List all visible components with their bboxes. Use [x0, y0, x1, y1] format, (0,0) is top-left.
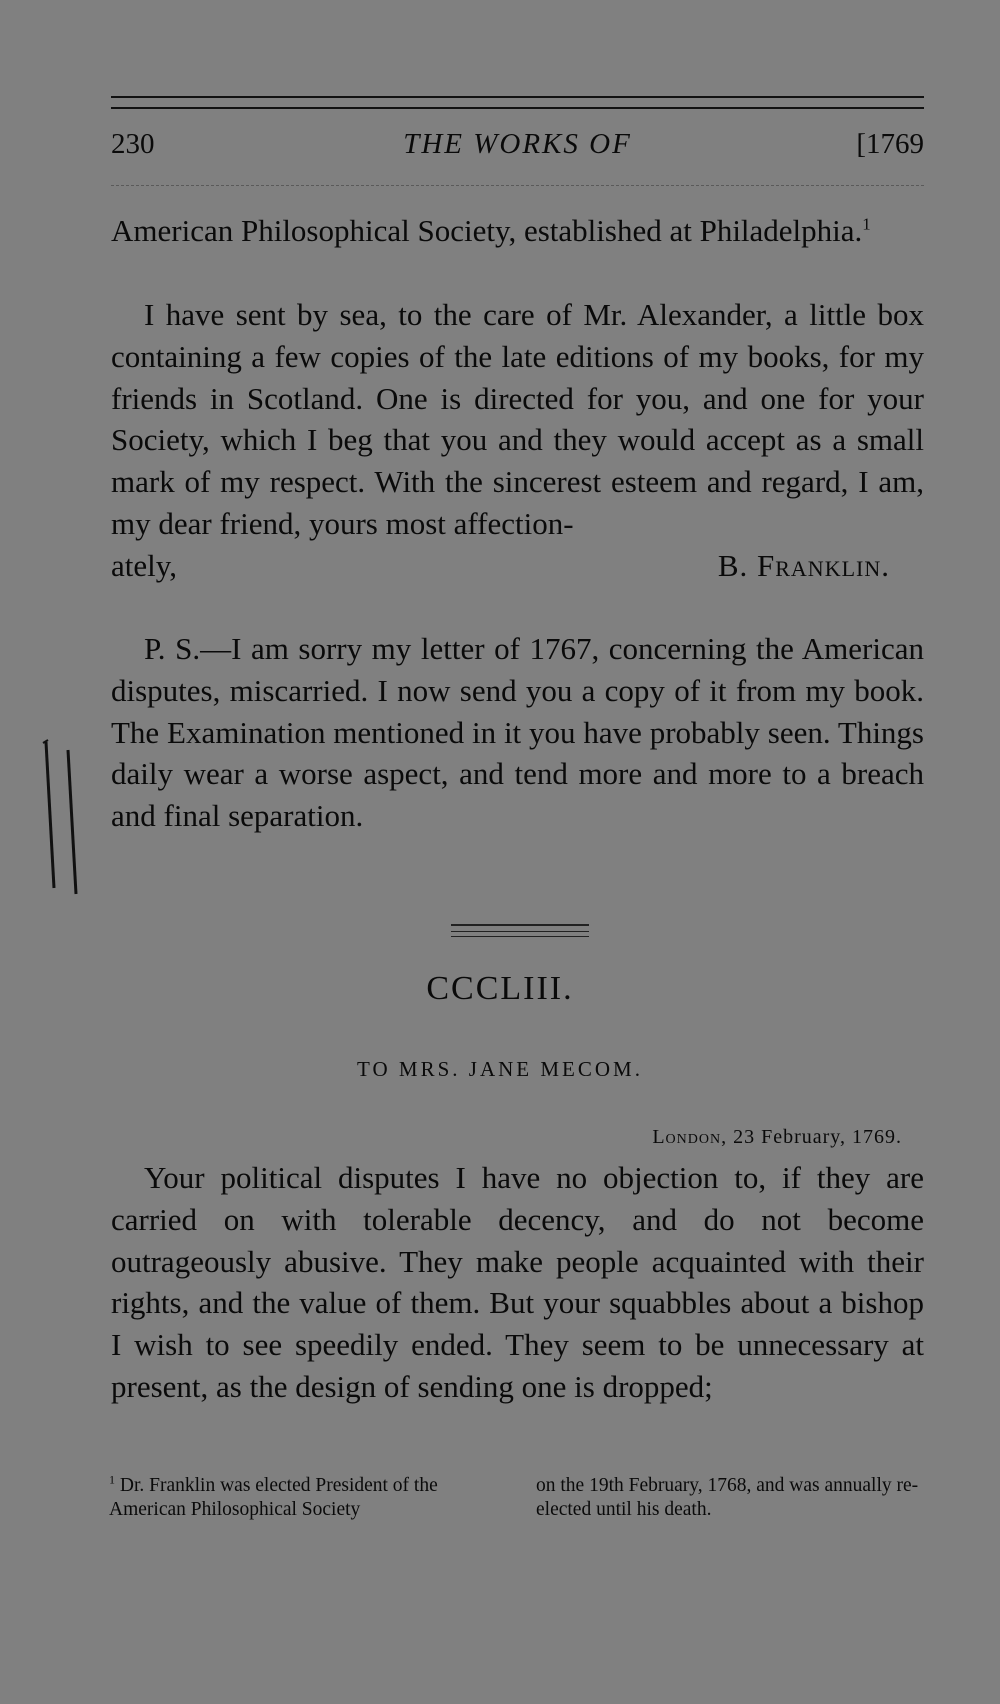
section-ornament-rule	[451, 924, 589, 926]
running-title: THE WORKS OF	[403, 128, 632, 160]
paragraph-text: I have sent by sea, to the care of Mr. Alexander, a little box containing a few copies of the late editions of my books, for my friends in Scotland. One is directed for you, and one for your Society, which I beg that you and they would accept as a small mark of my respect. With the sincerest esteem and regard, I am, my dear friend, yours most affection-	[111, 297, 924, 541]
letter-addressee: TO MRS. JANE MECOM.	[357, 1057, 643, 1081]
signoff-line	[111, 545, 924, 587]
footnote-marker: 1	[109, 1472, 115, 1487]
postscript-paragraph: P. S.—I am sorry my letter of 1767, concerning the American disputes, miscarried. I now send you a copy of it from my book. The Examination mentioned in it you have probably seen. Things daily wear a worse aspect, and tend more and more to a breach and final separation.	[111, 631, 924, 834]
section-ornament-rule	[451, 931, 589, 932]
letter-body-paragraph: Your political disputes I have no objection to, if they are carried on with tolerable decency, and do not become outrageously abusive. They make people acquainted with their rights, and the value of them. But your squabbles about a bishop I wish to see speedily ended. They seem to be unnecessary at present, as the design of sending one is dropped;	[111, 1160, 924, 1404]
letter-place: London,	[652, 1126, 728, 1148]
page-number: 230	[111, 128, 155, 160]
running-header	[111, 128, 924, 168]
footnote-reference: 1	[862, 214, 871, 234]
header-separator	[111, 185, 924, 186]
letter-dateline	[652, 1126, 902, 1149]
paragraph-text: American Philosophical Society, established at Philadelphia.	[111, 213, 863, 248]
section-ornament-rule	[451, 936, 589, 937]
signature: B. Franklin.	[717, 547, 890, 583]
header-year: [1769	[856, 128, 924, 160]
margin-mark	[40, 738, 90, 898]
footnote-column-left	[109, 1474, 509, 1522]
body-paragraph-continued	[111, 210, 924, 252]
footnote-text-left: Dr. Franklin was elected President of the American Philosophical Society	[109, 1475, 438, 1520]
letter-date: 23 February, 1769.	[733, 1126, 902, 1148]
letter-number: CCCLIII.	[426, 970, 574, 1007]
footnote-column-right: on the 19th February, 1768, and was annually re-elected until his death.	[536, 1475, 919, 1520]
footnote	[109, 1474, 931, 1522]
closing-word: ately,	[111, 547, 177, 583]
top-double-rule-lower	[111, 107, 924, 109]
top-double-rule-upper	[111, 96, 924, 98]
body-paragraph-books	[111, 294, 924, 587]
